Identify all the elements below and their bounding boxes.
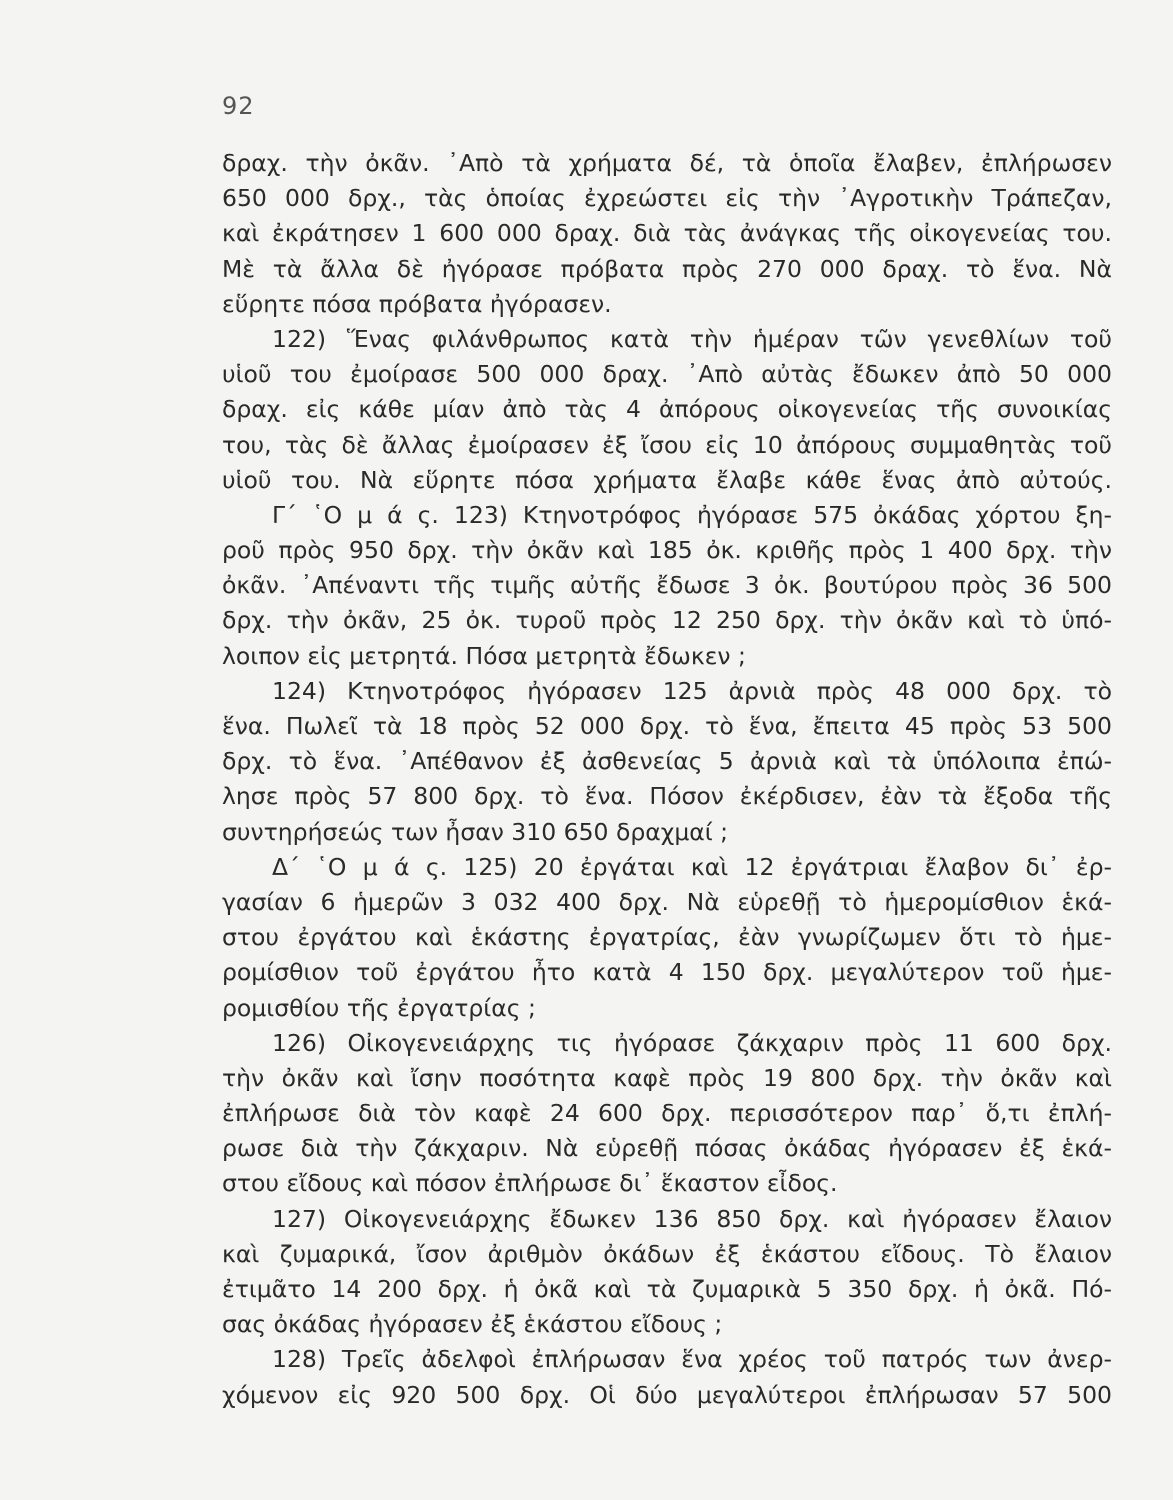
page-body-text bbox=[222, 146, 1112, 1413]
text-line: δραχ. τὴν ὀκᾶν. ᾿Απὸ τὰ χρήματα δέ, τὰ ὁποῖα ἔλαβεν, ἐπλήρωσεν bbox=[222, 149, 1112, 177]
text-line: ἐπλήρωσε διὰ τὸν καφὲ 24 600 δρχ. περισσότερον παρ᾿ ὅ,τι ἐπλή- bbox=[222, 1099, 1112, 1128]
text-line: 124) Κτηνοτρόφος ἠγόρασεν 125 ἀρνιὰ πρὸς 48 000 δρχ. τὸ bbox=[272, 676, 1112, 705]
text-line: ἕνα. Πωλεῖ τὰ 18 πρὸς 52 000 δρχ. τὸ ἕνα, ἔπειτα 45 πρὸς 53 500 bbox=[222, 712, 1112, 740]
text-line: τὴν ὀκᾶν καὶ ἴσην ποσότητα καφὲ πρὸς 19 800 δρχ. τὴν ὀκᾶν καὶ bbox=[222, 1063, 1112, 1092]
text-line: ἐτιμᾶτο 14 200 δρχ. ἡ ὀκᾶ καὶ τὰ ζυμαρικὰ 5 350 δρχ. ἡ ὀκᾶ. Πό- bbox=[222, 1275, 1112, 1303]
text-line: Γ΄ ῾Ο μ ά ς. 123) Κτηνοτρόφος ἠγόρασε 575 ὀκάδας χόρτου ξη- bbox=[272, 500, 1112, 529]
text-line: σας ὀκάδας ἠγόρασεν ἐξ ἑκάστου εἴδους ; bbox=[222, 1310, 723, 1339]
text-line: ρομίσθιον τοῦ ἐργάτου ἦτο κατὰ 4 150 δρχ. μεγαλύτερον τοῦ ἡμε- bbox=[222, 958, 1112, 987]
text-line: λησε πρὸς 57 800 δρχ. τὸ ἕνα. Πόσον ἐκέρδισεν, ἐὰν τὰ ἔξοδα τῆς bbox=[222, 782, 1112, 811]
text-line: εὕρητε πόσα πρόβατα ἠγόρασεν. bbox=[222, 289, 612, 318]
text-line: καὶ ζυμαρικά, ἴσον ἀριθμὸν ὀκάδων ἐξ ἑκάστου εἴδους. Τὸ ἔλαιον bbox=[222, 1239, 1112, 1268]
text-line: 128) Τρεῖς ἀδελφοὶ ἐπλήρωσαν ἕνα χρέος τοῦ πατρός των ἀνερ- bbox=[272, 1345, 1112, 1374]
text-line: 127) Οἰκογενειάρχης ἔδωκεν 136 850 δρχ. καὶ ἠγόρασεν ἔλαιον bbox=[272, 1204, 1112, 1233]
text-line: στου εἴδους καὶ πόσον ἐπλήρωσε δι᾿ ἕκαστον εἶδος. bbox=[222, 1169, 838, 1198]
text-line: ρωσε διὰ τὴν ζάκχαριν. Νὰ εὑρεθῇ πόσας ὀκάδας ἠγόρασεν ἐξ ἑκά- bbox=[222, 1134, 1112, 1163]
text-line: του, τὰς δὲ ἄλλας ἐμοίρασεν ἐξ ἴσου εἰς 10 ἀπόρους συμμαθητὰς τοῦ bbox=[222, 430, 1112, 459]
text-line: καὶ ἐκράτησεν 1 600 000 δραχ. διὰ τὰς ἀνάγκας τῆς οἰκογενείας του. bbox=[222, 219, 1112, 248]
text-line: Μὲ τὰ ἄλλα δὲ ἠγόρασε πρόβατα πρὸς 270 000 δραχ. τὸ ἕνα. Νὰ bbox=[222, 254, 1112, 283]
text-line: δρχ. τὴν ὀκᾶν, 25 ὀκ. τυροῦ πρὸς 12 250 δρχ. τὴν ὀκᾶν καὶ τὸ ὑπό- bbox=[222, 606, 1112, 635]
text-line: χόμενον εἰς 920 500 δρχ. Οἱ δύο μεγαλύτεροι ἐπλήρωσαν 57 500 bbox=[222, 1380, 1112, 1409]
text-line: συντηρήσεώς των ἦσαν 310 650 δραχμαί ; bbox=[222, 817, 729, 846]
text-line: στου ἐργάτου καὶ ἑκάστης ἐργατρίας, ἐὰν γνωρίζωμεν ὅτι τὸ ἡμε- bbox=[222, 923, 1112, 952]
text-line: 122) Ἕνας φιλάνθρωπος κατὰ τὴν ἡμέραν τῶν γενεθλίων τοῦ bbox=[272, 324, 1112, 353]
text-line: λοιπον εἰς μετρητά. Πόσα μετρητὰ ἔδωκεν ; bbox=[222, 641, 746, 670]
text-line: γασίαν 6 ἡμερῶν 3 032 400 δρχ. Νὰ εὑρεθῇ τὸ ἡμερομίσθιον ἑκά- bbox=[222, 887, 1112, 916]
text-line: Δ΄ ῾Ο μ ά ς. 125) 20 ἐργάται καὶ 12 ἐργάτριαι ἔλαβον δι᾿ ἐρ- bbox=[272, 852, 1112, 881]
text-line: δραχ. εἰς κάθε μίαν ἀπὸ τὰς 4 ἀπόρους οἰκογενείας τῆς συνοικίας bbox=[222, 395, 1112, 424]
text-line: υἱοῦ του. Νὰ εὕρητε πόσα χρήματα ἔλαβε κάθε ἕνας ἀπὸ αὐτούς. bbox=[222, 465, 1112, 494]
text-line: 650 000 δρχ., τὰς ὁποίας ἐχρεώστει εἰς τὴν ᾿Αγροτικὴν Τράπεζαν, bbox=[222, 184, 1112, 213]
text-line: ρομισθίου τῆς ἐργατρίας ; bbox=[222, 993, 536, 1022]
text-line: 126) Οἰκογενειάρχης τις ἠγόρασε ζάκχαριν πρὸς 11 600 δρχ. bbox=[272, 1028, 1112, 1057]
text-line: ροῦ πρὸς 950 δρχ. τὴν ὀκᾶν καὶ 185 ὀκ. κριθῆς πρὸς 1 400 δρχ. τὴν bbox=[222, 536, 1112, 565]
page-number: 92 bbox=[222, 92, 255, 120]
text-line: υἱοῦ του ἐμοίρασε 500 000 δραχ. ᾿Απὸ αὐτὰς ἔδωκεν ἀπὸ 50 000 bbox=[222, 360, 1112, 389]
text-line: δρχ. τὸ ἕνα. ᾿Απέθανον ἐξ ἀσθενείας 5 ἀρνιὰ καὶ τὰ ὑπόλοιπα ἐπώ- bbox=[222, 747, 1112, 776]
text-line: ὀκᾶν. ᾿Απέναντι τῆς τιμῆς αὐτῆς ἔδωσε 3 ὀκ. βουτύρου πρὸς 36 500 bbox=[222, 571, 1112, 600]
